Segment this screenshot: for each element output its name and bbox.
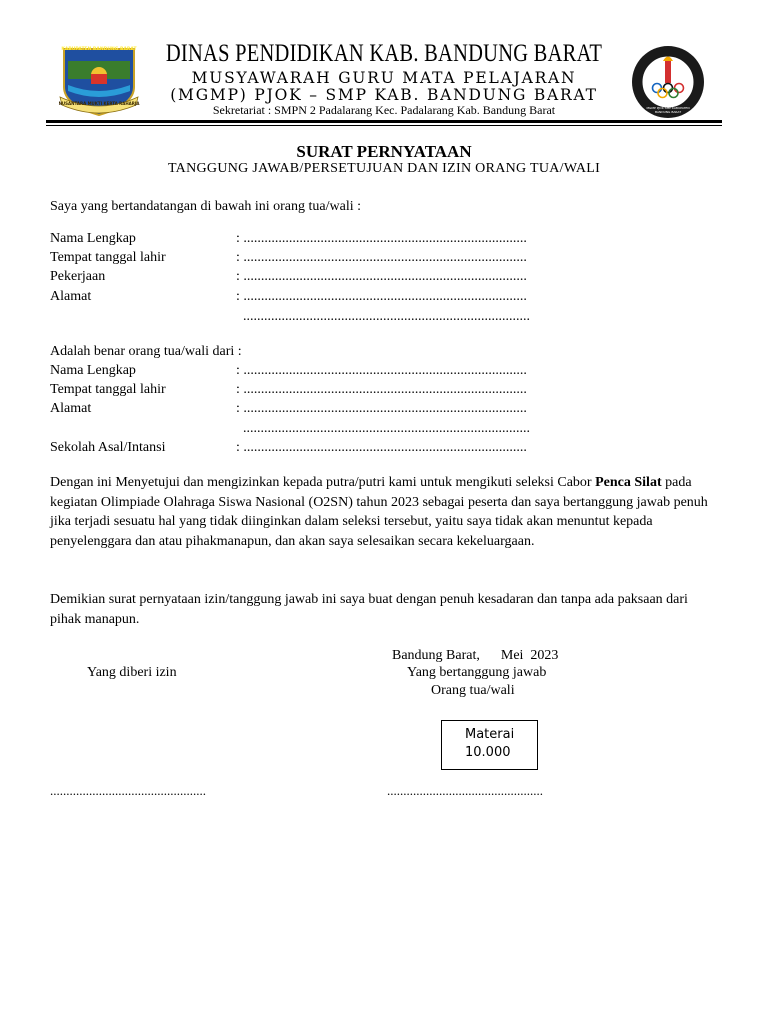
stamp-duty-label: Materai — [465, 727, 515, 742]
school-dots: : ................................................................................. — [236, 440, 527, 455]
parent-address-dots-cont: .................................................................................. — [243, 309, 530, 324]
child-name-label: Nama Lengkap — [50, 363, 136, 378]
sport-name: Penca Silat — [595, 475, 662, 490]
child-address-dots: : ................................................................................. — [236, 401, 527, 416]
place-date: Bandung Barat, Mei 2023 — [392, 648, 559, 663]
header-rule-thin — [46, 125, 722, 126]
secretariat-address: Sekretariat : SMPN 2 Padalarang Kec. Padalarang Kab. Bandung Barat — [212, 103, 556, 117]
header-rule-thick — [46, 120, 722, 123]
consent-text-after: pada kegiatan Olimpiade Olahraga Siswa Nasional (O2SN) tahun 2023 sebagai peserta dan saya bertanggung jawab penuh jika terjadi sesuatu hal yang tidak diinginkan dalam seleksi tersebut, yaitu saya tidak akan menuntut kepada penyelenggara dan atau pihakmanapun, dan akan saya selesaikan secara kekeluargaan. — [50, 475, 708, 549]
permitted-label: Yang diberi izin — [87, 665, 177, 680]
parent-address-dots: : ................................................................................. — [236, 289, 527, 304]
consent-paragraph — [50, 473, 710, 551]
consent-text-before: Dengan ini Menyetujui dan mengizinkan kepada putra/putri kami untuk mengikuti seleksi Cabor — [50, 475, 596, 490]
child-intro-text: Adalah benar orang tua/wali dari : — [50, 344, 242, 359]
letter-title: SURAT PERNYATAAN — [296, 142, 472, 161]
parent-birth-dots: : ................................................................................. — [236, 250, 527, 265]
kbb-logo-top-text: KABUPATEN BANDUNG BARAT — [61, 47, 137, 52]
child-name-dots: : ................................................................................. — [236, 363, 527, 378]
mgmp-line-2: (MGMP) PJOK – SMP KAB. BANDUNG BARAT — [170, 86, 598, 104]
child-address-dots-cont: .................................................................................. — [243, 421, 530, 436]
mgmp-line-1: MUSYAWARAH GURU MATA PELAJARAN — [191, 69, 577, 87]
letter-subtitle: TANGGUNG JAWAB/PERSETUJUAN DAN IZIN ORANG TUA/WALI — [167, 161, 601, 176]
parent-name-dots: : ................................................................................. — [236, 231, 527, 246]
right-signature-line: ................................................ — [387, 783, 543, 798]
child-address-label: Alamat — [50, 401, 92, 416]
parent-birth-label: Tempat tanggal lahir — [50, 250, 166, 265]
child-birth-label: Tempat tanggal lahir — [50, 382, 166, 397]
parent-address-label: Alamat — [50, 289, 92, 304]
responsible-label: Yang bertanggung jawab — [407, 665, 547, 680]
intro-text: Saya yang bertandatangan di bawah ini orang tua/wali : — [50, 199, 362, 214]
parent-job-dots: : ................................................................................. — [236, 269, 527, 284]
child-birth-dots: : ................................................................................. — [236, 382, 527, 397]
parent-name-label: Nama Lengkap — [50, 231, 136, 246]
closing-paragraph: Demikian surat pernyataan izin/tanggung jawab ini saya buat dengan penuh kesadaran dan tanpa ada paksaan dari pihak manapun. — [50, 592, 688, 627]
kbb-logo-ribbon-text: NUSANTARA MUKTI KERTA RAHARJA — [58, 101, 140, 106]
agency-title: DINAS PENDIDIKAN KAB. BANDUNG BARAT — [165, 40, 603, 67]
parent-job-label: Pekerjaan — [50, 269, 106, 284]
school-label: Sekolah Asal/Intansi — [50, 440, 166, 455]
parent-guardian-label: Orang tua/wali — [431, 683, 515, 698]
stamp-duty-amount: 10.000 — [465, 745, 511, 760]
left-signature-line: ................................................ — [50, 783, 206, 798]
mgmp-pjok-logo-ring-text: MGMP PJOK SMP KABUPATEN BANDUNG BARAT — [646, 106, 690, 114]
